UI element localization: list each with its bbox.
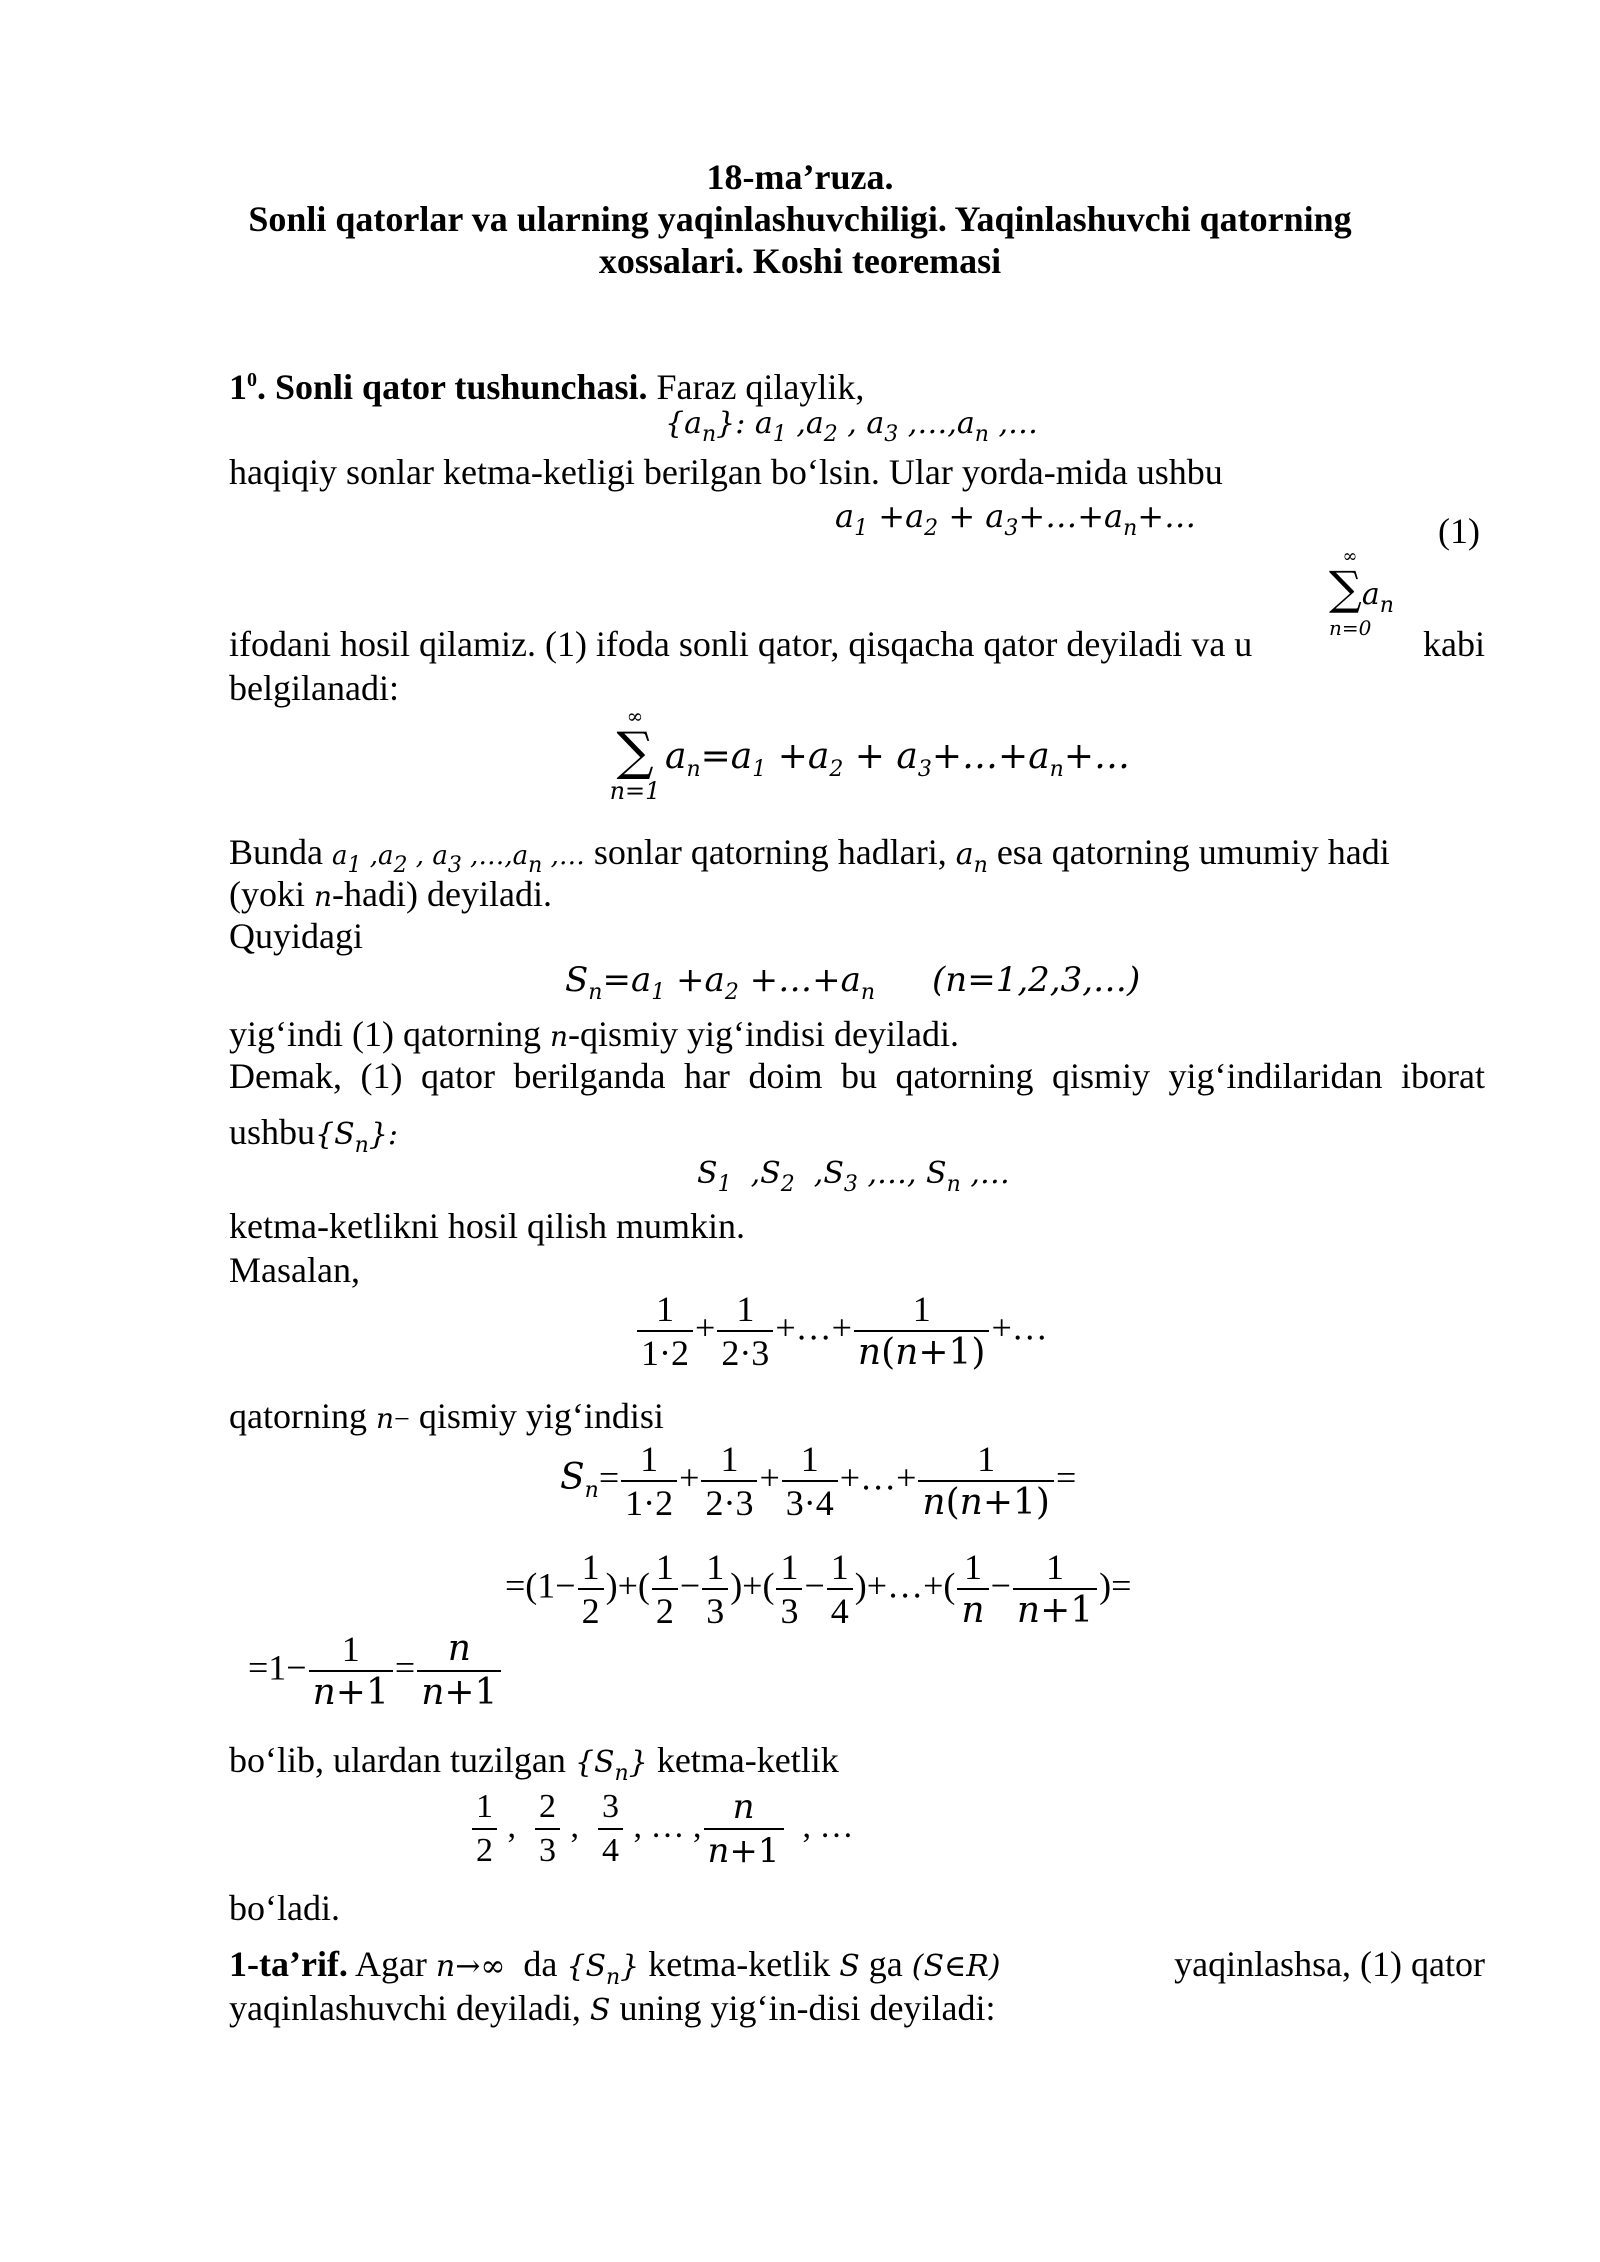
section-sup: 0 [247, 369, 257, 391]
series-formula: $a_1 +a_2$ + $a_3+\dots+a_n+\dots$ [835, 497, 1197, 541]
lecture-title-continued: xossalari. Koshi teoremasi [598, 241, 1002, 281]
lecture-number: 18-ma’ruza. [706, 157, 894, 197]
p5-text: yig‘indi (1) qatorning [229, 1014, 541, 1054]
def-yigindisi: uning yig‘in-disi deyiladi: [619, 1988, 996, 2028]
paragraph-7: ketma-ketlikni hosil qilish mumkin. [229, 1206, 745, 1246]
paragraph-2 [229, 622, 1485, 666]
paragraph-6b: $ushbu\{S_n\}$: [229, 1112, 399, 1158]
section-number: 1 [229, 367, 247, 407]
p10-text: bo‘lib, ulardan tuzilgan [229, 1740, 566, 1780]
p6-ushbu: ushbu [229, 1112, 316, 1152]
paragraph-11: bo‘ladi. [229, 1888, 340, 1928]
inline-sum-symbol: ∞ $\sum a_n$ n=0 [1329, 546, 1394, 640]
display-sum-symbol: ∞ ∑ n=1 [609, 704, 661, 805]
p9-text-end: qismiy yig‘indisi [418, 1396, 664, 1436]
sum-computation-line-2: =(1− $\frac{1}{2}$ )+( $\frac{1}{2}$ − $\frac{1}{3}$ )+( $\frac{1}{3}$ − $\frac{1}{4}$ )+…+( $\frac{1}{n}$ − $\frac{1}{n+1}$ )= [505, 1547, 1132, 1631]
p3-yoki: (yoki [229, 874, 305, 914]
def-yaqinlashsa: yaqinlashsa, (1) qator [1174, 1944, 1485, 1984]
example-series: $\frac{1}{1\cdot 2}$ + $\frac{1}{2\cdot 3}$ +…+ $\frac{1}{n(n+1)}$ +… [635, 1288, 1048, 1374]
section-intro: Faraz qilaylik, [656, 367, 865, 407]
general-term: $a_n$ [955, 837, 988, 878]
sum-computation-line-1: $S_n=$ $\frac{1}{1\cdot 2}$ + $\frac{1}{2\cdot 3}$ + $\frac{1}{3\cdot 4}$ +…+ $\frac{1}{n(n+1)}$ = [560, 1439, 1077, 1523]
paragraph-2-kabi: kabi [1423, 624, 1485, 664]
partial-sum-sequence: $S_1$ $,S_2$ $,S_3$ ,…, $S_n$ ,… [697, 1156, 1010, 1197]
def-ketma-ketlik: ketma-ketlik [648, 1944, 831, 1984]
sequence-formula: $\{a_n\}$: $a_1$ $,a_2$ , $a_3$ $,\dots,a_n$ ,… [665, 406, 1038, 447]
section-title: . Sonli qator tushunchasi. [257, 367, 648, 407]
paragraph-2-text: ifodani hosil qilamiz. (1) ifoda sonli qator, qisqacha qator deyiladi va u [229, 624, 1253, 664]
paragraph-9: qatorning n− qismiy yig‘indisi [229, 1396, 664, 1436]
p3-hadi: -hadi) deyiladi. [332, 874, 552, 914]
definition-1-continued: yaqinlashuvchi deyiladi, S uning yig‘in-disi deyiladi: [229, 1988, 996, 2028]
def-da: da [523, 1944, 558, 1984]
def-ga: ga [868, 1944, 903, 1984]
terms-formula: $a_1$ $,a_2$ , $a_3$ $,\dots,a_n$ ,… [332, 841, 585, 878]
equation-label: (1) [1438, 511, 1480, 551]
example-sequence: $\frac{1}{2}$ , $\frac{2}{3}$ , $\frac{3}{4}$ , … , $\frac{n}{n+1}$ , … [470, 1786, 854, 1872]
paragraph-4: Quyidagi [229, 916, 363, 956]
paragraph-5: yig‘indi (1) qatorning n-qismiy yig‘indisi deyiladi. [229, 1014, 959, 1054]
def-yaqinlashuvchi: yaqinlashuvchi deyiladi, [229, 1988, 581, 2028]
definition-1: 1-ta’rif. Agar n→∞ da $\{S_n\}$ ketma-ketlik S ga (S∈R) yaqinlashsa, (1) qator [229, 1944, 1485, 1990]
paragraph-10: bo‘lib, ulardan tuzilgan $\{S_n\}$ ketma-ketlik [229, 1740, 839, 1786]
def-agar: Agar [354, 1944, 427, 1984]
lecture-title: Sonli qatorlar va ularning yaqinlashuvchiligi. Yaqinlashuvchi qatorning [248, 199, 1352, 239]
p10-text-end: ketma-ketlik [656, 1740, 839, 1780]
display-sum-formula: $a_n=a_1 +a_2$ + $a_3+\dots+a_n+\dots$ [665, 736, 1131, 782]
p3-general-term-text: esa qatorning umumiy hadi [996, 832, 1390, 872]
paragraph-6: Demak, (1) qator berilganda har doim bu qatorning qismiy yig‘indilaridan iborat [229, 1056, 1485, 1096]
p3-terms-text: sonlar qatorning hadlari, [593, 832, 947, 872]
paragraph-8: Masalan, [229, 1250, 360, 1290]
paragraph-2-end: belgilanadi: [229, 668, 399, 708]
paragraph-3b: (yoki n-hadi) deyiladi. [229, 874, 552, 914]
p5-text-end: -qismiy yig‘indisi deyiladi. [568, 1014, 959, 1054]
paragraph-1: haqiqiy sonlar ketma-ketligi berilgan bo‘lsin. Ular yorda-mida ushbu [229, 452, 1223, 492]
p3-bunda: Bunda [229, 832, 323, 872]
sum-computation-line-3: =1− $\frac{1}{n+1}$ = $\frac{n}{n+1}$ [248, 1628, 503, 1714]
definition-label: 1-ta’rif. [229, 1944, 348, 1984]
partial-sum-formula: $S_n=a_1 +a_2$ $+\dots+a_n$ (n=1,2,3,…) [565, 960, 1141, 1005]
p9-text: qatorning [229, 1396, 367, 1436]
paragraph-3 [229, 830, 1485, 878]
